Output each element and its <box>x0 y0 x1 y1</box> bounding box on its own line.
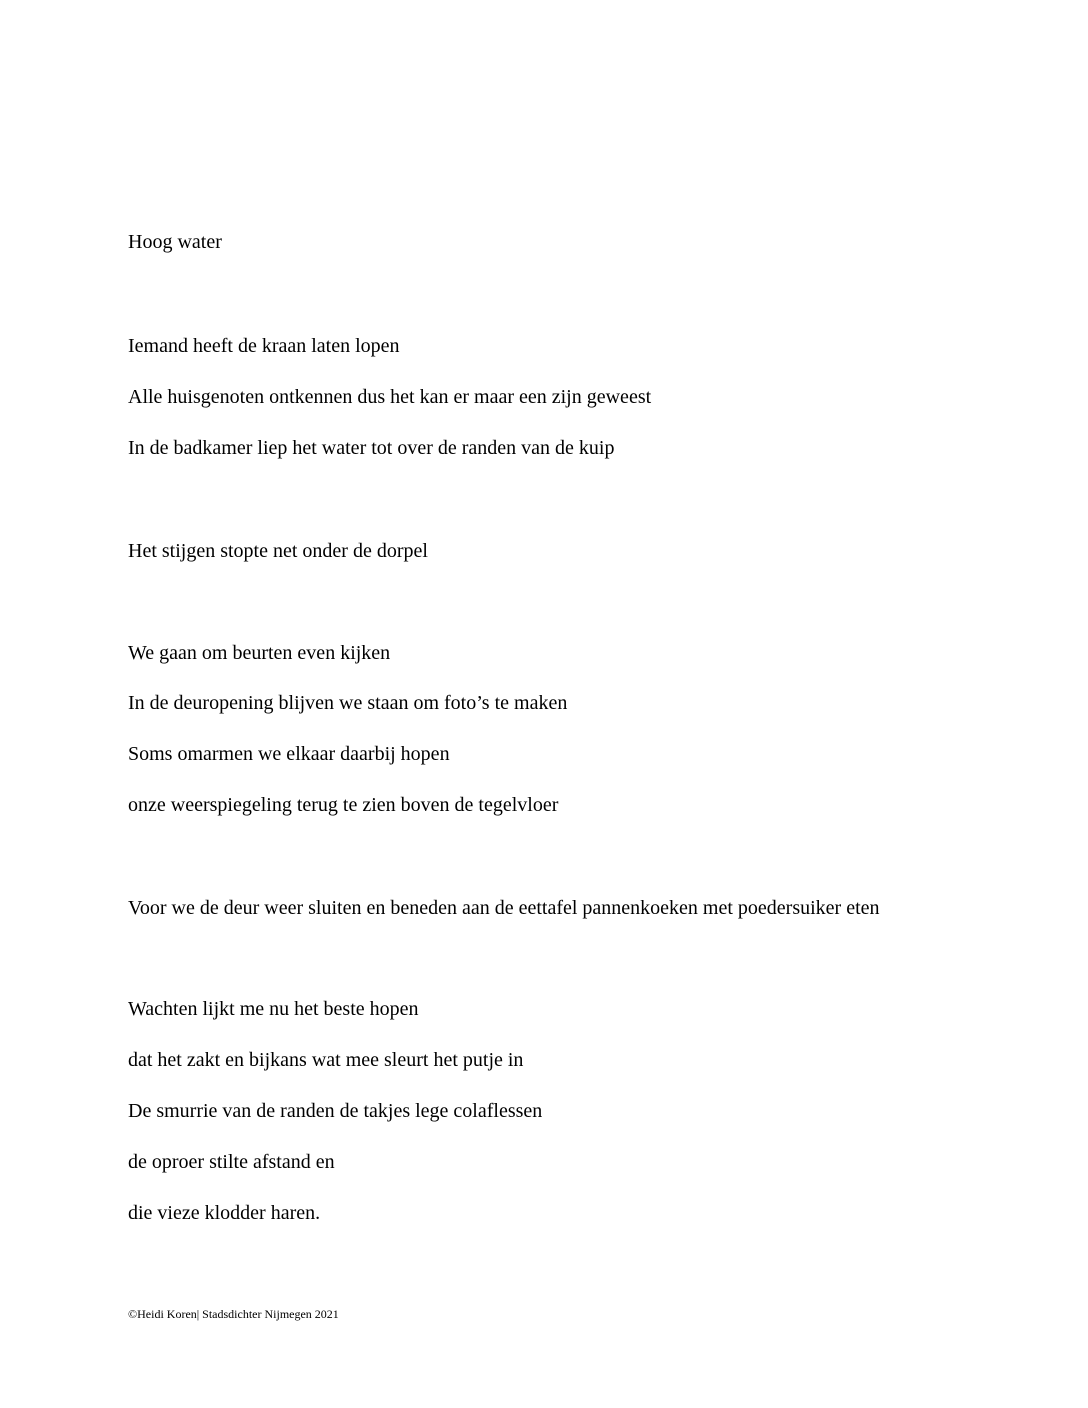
poem-line: In de badkamer liep het water tot over de randen van de kuip <box>128 437 615 459</box>
poem-line: de oproer stilte afstand en <box>128 1151 335 1173</box>
poem-line: We gaan om beurten even kijken <box>128 642 391 664</box>
poem-line: die vieze klodder haren. <box>128 1202 321 1224</box>
poem-line: Voor we de deur weer sluiten en beneden aan de eettafel pannenkoeken met poedersuiker eten <box>128 897 880 919</box>
poem-line: Het stijgen stopte net onder de dorpel <box>128 540 428 562</box>
poem-line: Iemand heeft de kraan laten lopen <box>128 335 400 357</box>
footer-copyright: ©Heidi Koren| Stadsdichter Nijmegen 2021 <box>128 1307 339 1321</box>
poem-line: Wachten lijkt me nu het beste hopen <box>128 998 419 1020</box>
poem-line: In de deuropening blijven we staan om foto’s te maken <box>128 692 568 714</box>
poem-title: Hoog water <box>128 231 222 253</box>
poem-line: onze weerspiegeling terug te zien boven de tegelvloer <box>128 794 559 816</box>
poem-line: Soms omarmen we elkaar daarbij hopen <box>128 743 450 765</box>
poem-line: dat het zakt en bijkans wat mee sleurt het putje in <box>128 1049 524 1071</box>
poem-line: De smurrie van de randen de takjes lege colaflessen <box>128 1100 543 1122</box>
poem-line: Alle huisgenoten ontkennen dus het kan er maar een zijn geweest <box>128 386 652 408</box>
